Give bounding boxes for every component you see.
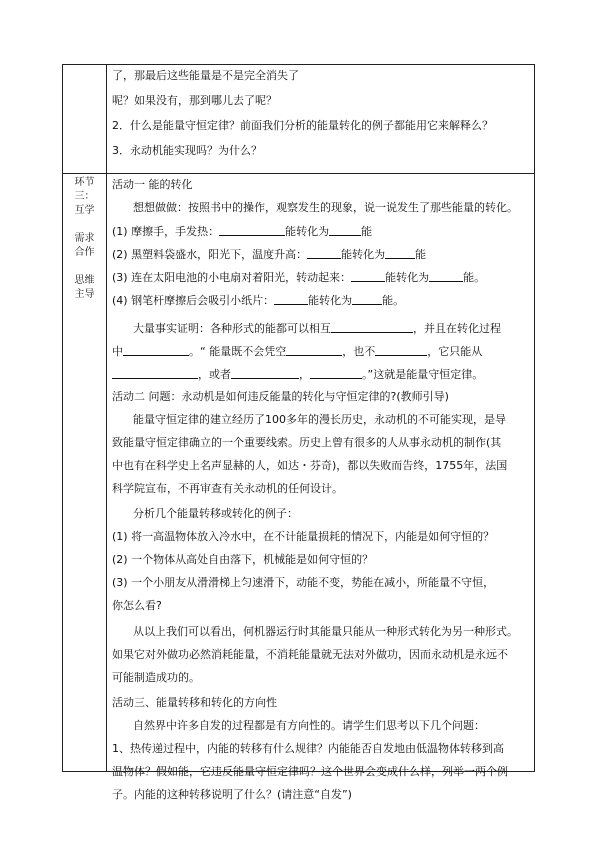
activity2-para2: 分析几个能量转移或转化的例子： [133,507,298,520]
stage-label-line: 主导 [74,289,95,300]
fact-line-2 [112,344,530,359]
activity1-item-1 [112,224,530,239]
stage-label-line: 环节 [74,177,95,188]
item-suffix: 能。 [463,271,486,284]
blank-field[interactable] [351,270,385,282]
fact-text: ，并且在转化过程 [413,322,501,335]
blank-field[interactable] [274,293,308,305]
top-line-3: 2．什么是能量守恒定律？前面我们分析的能量转化的例子都能用它来解释么？ [112,119,493,132]
item-mid: 能转化为 [308,294,353,307]
blank-field[interactable] [375,344,427,356]
item-mid: 能转化为 [341,248,386,261]
activity2-para1-line-1: 能量守恒定律的建立经历了100多年的漫长历史，永动机的不可能实现，是导 [133,413,506,426]
blank-field[interactable] [123,344,189,356]
stage-label-group-2 [63,232,106,260]
stage-label-line: 合作 [74,247,95,258]
blank-field[interactable] [331,321,413,333]
activity1-item-3 [112,270,530,285]
fact-text: 中 [112,345,123,358]
stage-label-line: 互学 [74,205,95,216]
blank-field[interactable] [219,224,285,236]
fact-line-3 [112,367,530,382]
stage-label-group-3 [63,274,106,302]
item-suffix: 能。 [382,294,405,307]
activity3-intro: 自然界中许多自发的过程都是有方向性的。请学生们思考以下几个问题： [133,719,485,732]
item-prefix: (3) 连在太阳电池的小电扇对着阳光，转动起来： [112,271,352,284]
fact-text: ，或者 [198,368,231,381]
example-3: (3) 一个小朋友从滑滑梯上匀速滑下，动能不变，势能在减小，所能量不守恒， [112,576,495,589]
blank-field[interactable] [329,224,361,236]
stage-label-line: 思维 [74,275,95,286]
activity2-title: 活动二 问题：永动机是如何违反能量的转化与守恒定律的?(教师引导) [112,390,449,403]
activity2-para1-line-3: 中也有在科学史上名声显赫的人，如达・芬奇)，都以失败而告终，1755年，法国 [112,459,508,472]
blank-field[interactable] [352,293,382,305]
example-1: (1) 将一高温物体放入冷水中，在不计能量损耗的情况下，内能是如何守恒的？ [112,530,495,543]
stage-label-line: 需求 [74,233,95,244]
blank-field[interactable] [385,247,415,259]
blank-field[interactable] [429,270,463,282]
conclusion-line-2: 如果它对外做功必然消耗能量，不消耗能量就无法对外做功，因而永动机是永远不 [112,648,508,661]
question-line-3: 子。内能的这种转移说明了什么？(请注意“自发”) [112,788,352,801]
blank-field[interactable] [307,247,341,259]
stage-label-group-1 [63,176,106,218]
example-2: (2) 一个物体从高处自由落下，机械能是如何守恒的？ [112,553,374,566]
item-suffix: 能 [415,248,427,261]
fact-text: ， [299,368,310,381]
item-mid: 能转化为 [285,225,330,238]
example-3-cont: 你怎么看? [112,599,162,612]
blank-field[interactable] [310,367,362,379]
top-line-2: 呢？如果没有，那到哪儿去了呢？ [112,94,277,107]
fact-text: 大量事实证明：各种形式的能都可以相互 [133,322,331,335]
item-prefix: (2) 黑塑料袋盛水，阳光下，温度升高： [112,248,308,261]
activity3-title: 活动三、能量转移和转化的方向性 [112,696,277,709]
item-suffix: 能 [361,225,373,238]
stage-label [63,174,106,316]
row-divider [63,173,534,174]
activity1-title: 活动一 能的转化 [112,178,193,191]
fact-text: 。“ 能量既不会凭空 [189,345,287,358]
blank-field[interactable] [286,344,342,356]
stage-label-line: 三： [74,191,95,202]
top-line-4: 3．永动机能实现吗？为什么？ [112,144,262,157]
lesson-table [62,64,535,801]
blank-field[interactable] [231,367,299,379]
item-prefix: (1) 摩擦手，手发热： [112,225,220,238]
item-mid: 能转化为 [385,271,430,284]
fact-text: 。”这就是能量守恒定律。 [362,368,484,381]
top-line-1: 了，那最后这些能量是不是完全消失了 [112,69,299,82]
activity1-intro: 想想做做：按照书中的操作，观察发生的现象，说一说发生了那些能量的转化。 [133,201,518,214]
conclusion-line-3: 可能制造成功的。 [112,671,200,684]
conclusion-line-1: 从以上我们可以看出，何机器运行时其能量只能从一种形式转化为另一种形式。 [133,625,518,638]
item-prefix: (4) 钢笔杆摩擦后会吸引小纸片： [112,294,275,307]
activity2-para1-line-2: 致能量守恒定律确立的一个重要线索。历史上曾有很多的人从事永动机的制作(其 [112,436,502,449]
question-line-2: 温物体？假如能，它违反能量守恒定律吗？这个世界会变成什么样，列举一两个例 [112,765,508,778]
blank-field[interactable] [112,367,198,379]
fact-line-1 [112,321,530,336]
fact-text: ，也不 [342,345,376,358]
question-line-1: 1、热传递过程中，内能的转移有什么规律？内能能否自发地由低温物体转移到高 [112,742,504,755]
activity2-para1-line-4: 科学院宣布，不再审查有关永动机的任何设计。 [112,482,343,495]
activity1-item-2 [112,247,530,262]
activity1-item-4 [112,293,530,308]
column-divider [106,65,107,771]
fact-text: ，它只能从 [427,345,483,358]
